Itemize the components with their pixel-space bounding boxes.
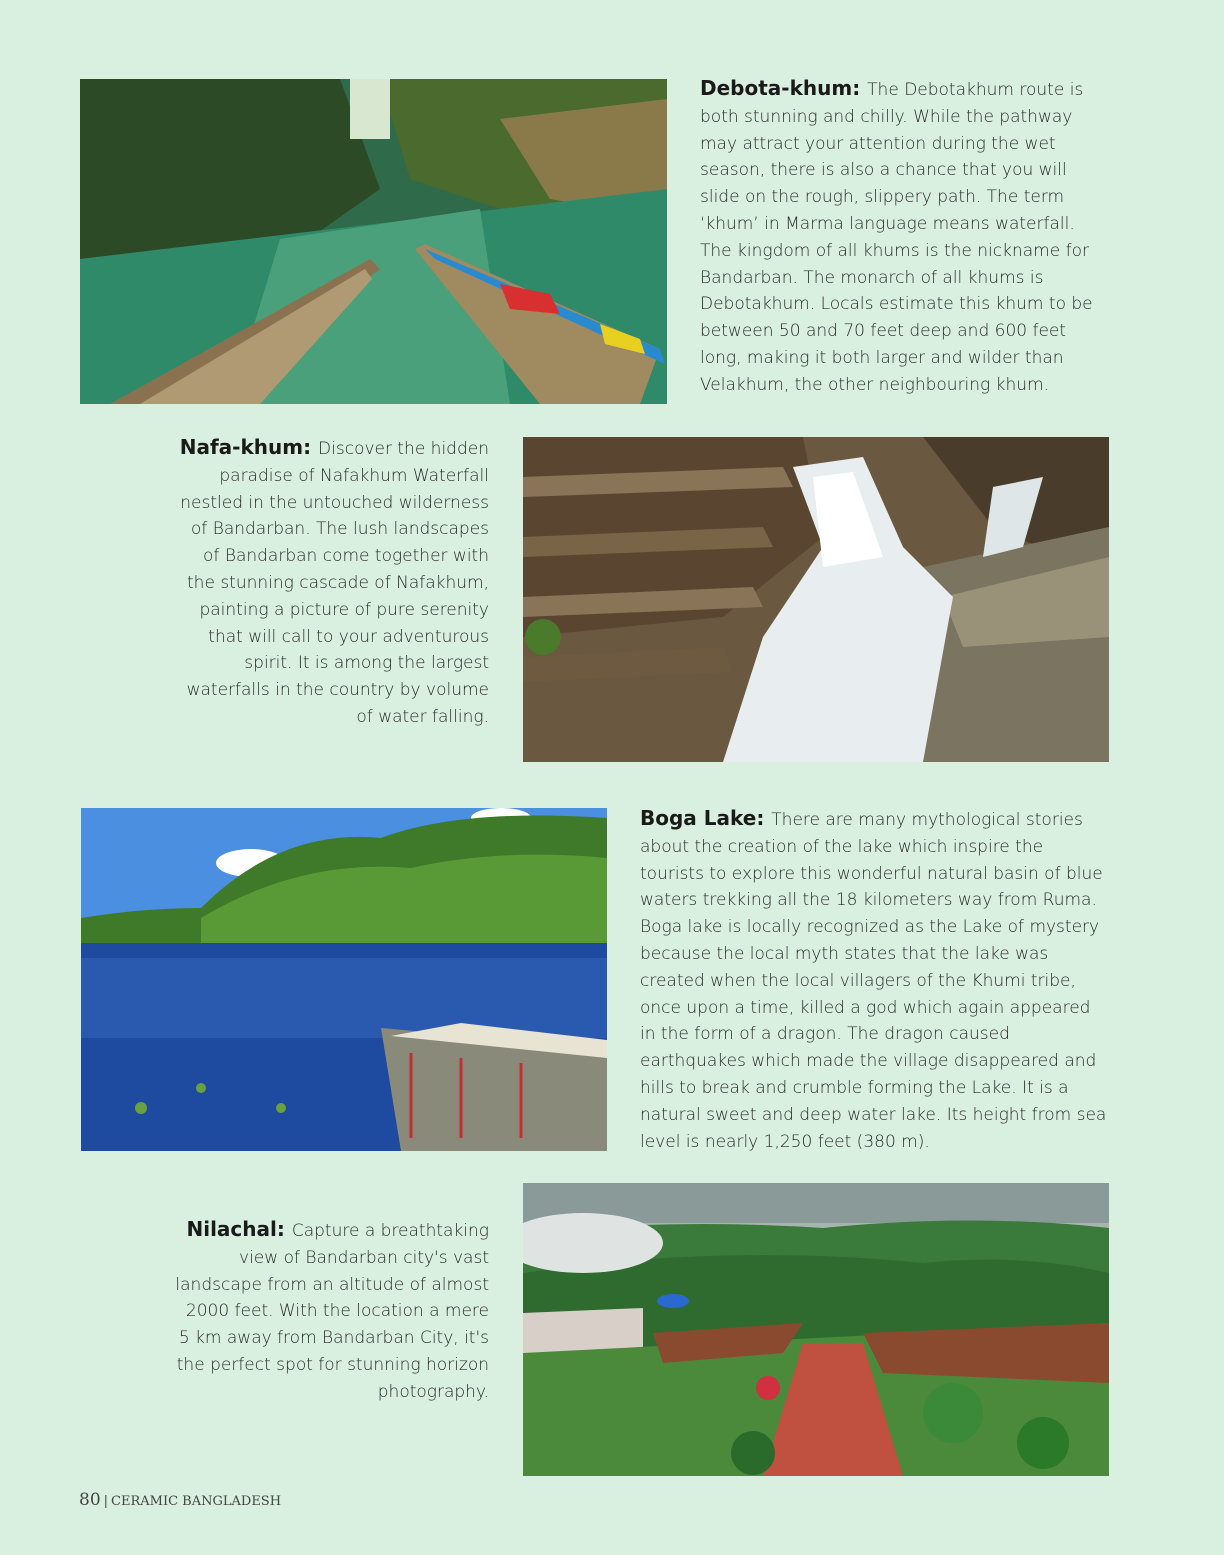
publication-name: CERAMIC BANGLADESH <box>111 1494 282 1509</box>
section-heading: Nilachal: <box>186 1217 292 1241</box>
section-nilachal <box>175 1216 489 1406</box>
section-body: Capture a breathtaking view of Bandarban city's vast landscape from an altitude of almost 2000 feet. With the location a mere 5 km away from Bandarban City, it's the perfect spot for stunning horizon photography. <box>175 1221 489 1402</box>
section-heading: Debota-khum: <box>700 76 868 100</box>
section-nafa-khum <box>178 434 489 731</box>
photo-debota-khum <box>80 79 667 404</box>
section-heading: Nafa-khum: <box>179 435 319 459</box>
footer-separator: | <box>103 1494 109 1509</box>
section-boga-lake <box>640 805 1110 1155</box>
photo-boga-lake <box>81 808 607 1151</box>
section-debota-khum <box>700 75 1110 399</box>
photo-nilachal <box>523 1183 1109 1476</box>
page-number: 80 <box>79 1490 101 1510</box>
section-body: There are many mythological stories about the creation of the lake which inspire the tourists to explore this wonderful natural basin of blue waters trekking all the 18 kilometers way from Ruma. Boga lake is locally recognized as the Lake of mystery because the local myth states that the lake was created when the local villagers of the Khumi tribe, once upon a time, killed a god which again appeared in the form of a dragon. The dragon caused earthquakes which made the village disappeared and hills to break and crumble forming the Lake. It is a natural sweet and deep water lake. Its height from sea level is nearly 1,250 feet (380 m). <box>640 810 1107 1152</box>
page-footer <box>79 1490 281 1510</box>
section-heading: Boga Lake: <box>640 806 772 830</box>
section-body: The Debotakhum route is both stunning and chilly. While the pathway may attract your attention during the wet season, there is also a chance that you will slide on the rough, slippery path. The term ‘khum’ in Marma language means waterfall. The kingdom of all khums is the nickname for Bandarban. The monarch of all khums is Debotakhum. Locals estimate this khum to be between 50 and 70 feet deep and 600 feet long, making it both larger and wilder than Velakhum, the other neighbouring khum. <box>700 80 1093 395</box>
photo-nafa-khum <box>523 437 1109 762</box>
section-body: Discover the hidden paradise of Nafakhum Waterfall nestled in the untouched wilderness of Bandarban. The lush landscapes of Bandarban come together with the stunning cascade of Nafakhum, painting a picture of pure serenity that will call to your adventurous spirit. It is among the largest waterfalls in the country by volume of water falling. <box>180 439 489 727</box>
